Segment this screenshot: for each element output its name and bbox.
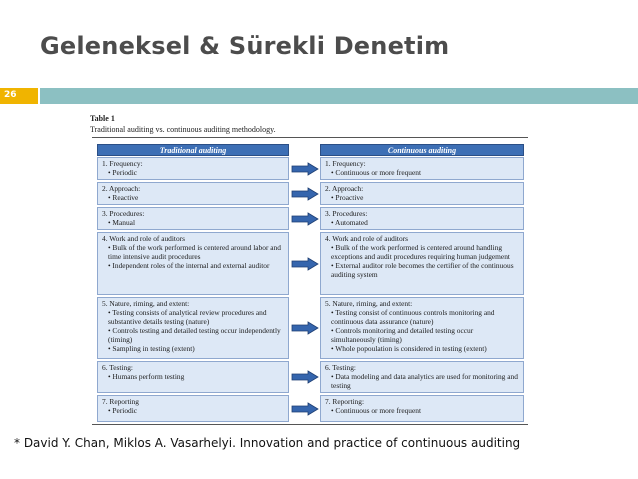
slide-title: Geleneksel & Sürekli Denetim [40, 32, 450, 60]
left-cell-row-6 [97, 361, 289, 393]
left-cell-row-1 [97, 157, 289, 180]
cell-bullet: • Manual [108, 218, 136, 227]
cell-heading: 3. Procedures: [102, 209, 145, 218]
left-column-header: Traditional auditing [97, 144, 289, 156]
cell-bullet: • Controls testing and detailed testing occur independently (timing) [108, 326, 281, 344]
right-cell-row-6 [320, 361, 524, 393]
cell-bullet: • Testing consist of continuous controls monitoring and continuous data assurance (nature) [331, 308, 495, 326]
cell-heading: 2. Approach: [102, 184, 141, 193]
cell-heading: 6. Testing: [325, 363, 356, 372]
cell-bullet: • Sampling in testing (extent) [108, 344, 195, 353]
table-bottom-rule [92, 424, 528, 425]
cell-bullet: • Automated [331, 218, 368, 227]
left-cell-row-2 [97, 182, 289, 205]
cell-bullet: • Testing consists of analytical review procedures and substantive details testing (nature) [108, 308, 267, 326]
right-arrow-icon [291, 321, 319, 335]
right-cell-row-2 [320, 182, 524, 205]
left-cell-row-4 [97, 232, 289, 295]
cell-heading: 5. Nature, riming, and extent: [325, 299, 413, 308]
right-cell-row-4 [320, 232, 524, 295]
cell-heading: 1. Frequency: [102, 159, 143, 168]
right-arrow-icon [291, 402, 319, 416]
cell-bullet: • Whole popoulation is considered in testing (extent) [331, 344, 487, 353]
cell-heading: 3. Procedures: [325, 209, 368, 218]
cell-bullet: • Bulk of the work performed is centered around labor and time intensive audit procedures [108, 243, 281, 261]
citation-footnote: * David Y. Chan, Miklos A. Vasarhelyi. Innovation and practice of continuous auditing [14, 436, 521, 450]
left-cell-row-3 [97, 207, 289, 230]
cell-bullet: • Data modeling and data analytics are used for monitoring and testing [331, 372, 518, 390]
right-column-header: Continuous auditing [320, 144, 524, 156]
right-arrow-icon [291, 257, 319, 271]
table-caption-block [90, 113, 276, 135]
right-arrow-icon [291, 162, 319, 176]
right-cell-row-1 [320, 157, 524, 180]
cell-heading: 7. Reporting: [325, 397, 365, 406]
cell-bullet: • Periodic [108, 406, 138, 415]
right-cell-row-7 [320, 395, 524, 422]
cell-heading: 4. Work and role of auditors [325, 234, 409, 243]
cell-bullet: • Proactive [331, 193, 364, 202]
table-label: Table 1 [90, 114, 115, 123]
cell-heading: 4. Work and role of auditors [102, 234, 186, 243]
cell-bullet: • Bulk of the work performed is centered around handling exceptions and audit procedures requiring human judgement [331, 243, 510, 261]
cell-heading: 5. Nature, riming, and extent: [102, 299, 190, 308]
cell-bullet: • Humans perform testing [108, 372, 185, 381]
right-arrow-icon [291, 212, 319, 226]
cell-heading: 2. Approach: [325, 184, 364, 193]
cell-bullet: • Reactive [108, 193, 139, 202]
cell-bullet: • Independent roles of the internal and external auditor [108, 261, 270, 270]
right-arrow-icon [291, 370, 319, 384]
right-arrow-icon [291, 187, 319, 201]
left-cell-row-5 [97, 297, 289, 359]
right-cell-row-5 [320, 297, 524, 359]
right-cell-row-3 [320, 207, 524, 230]
cell-bullet: • Periodic [108, 168, 138, 177]
cell-bullet: • Controls monitoring and detailed testing occur simultaneously (timing) [331, 326, 474, 344]
cell-bullet: • External auditor role becomes the certifier of the continuous auditing system [331, 261, 514, 279]
cell-bullet: • Continuous or more frequent [331, 168, 422, 177]
slide-number: 26 [4, 90, 17, 100]
cell-heading: 6. Testing: [102, 363, 133, 372]
table-top-rule [92, 137, 528, 138]
cell-heading: 7. Reporting [102, 397, 139, 406]
left-cell-row-7 [97, 395, 289, 422]
cell-heading: 1. Frequency: [325, 159, 366, 168]
cell-bullet: • Continuous or more frequent [331, 406, 422, 415]
title-underline-bar [40, 88, 638, 104]
table-caption: Traditional auditing vs. continuous auditing methodology. [90, 125, 276, 134]
